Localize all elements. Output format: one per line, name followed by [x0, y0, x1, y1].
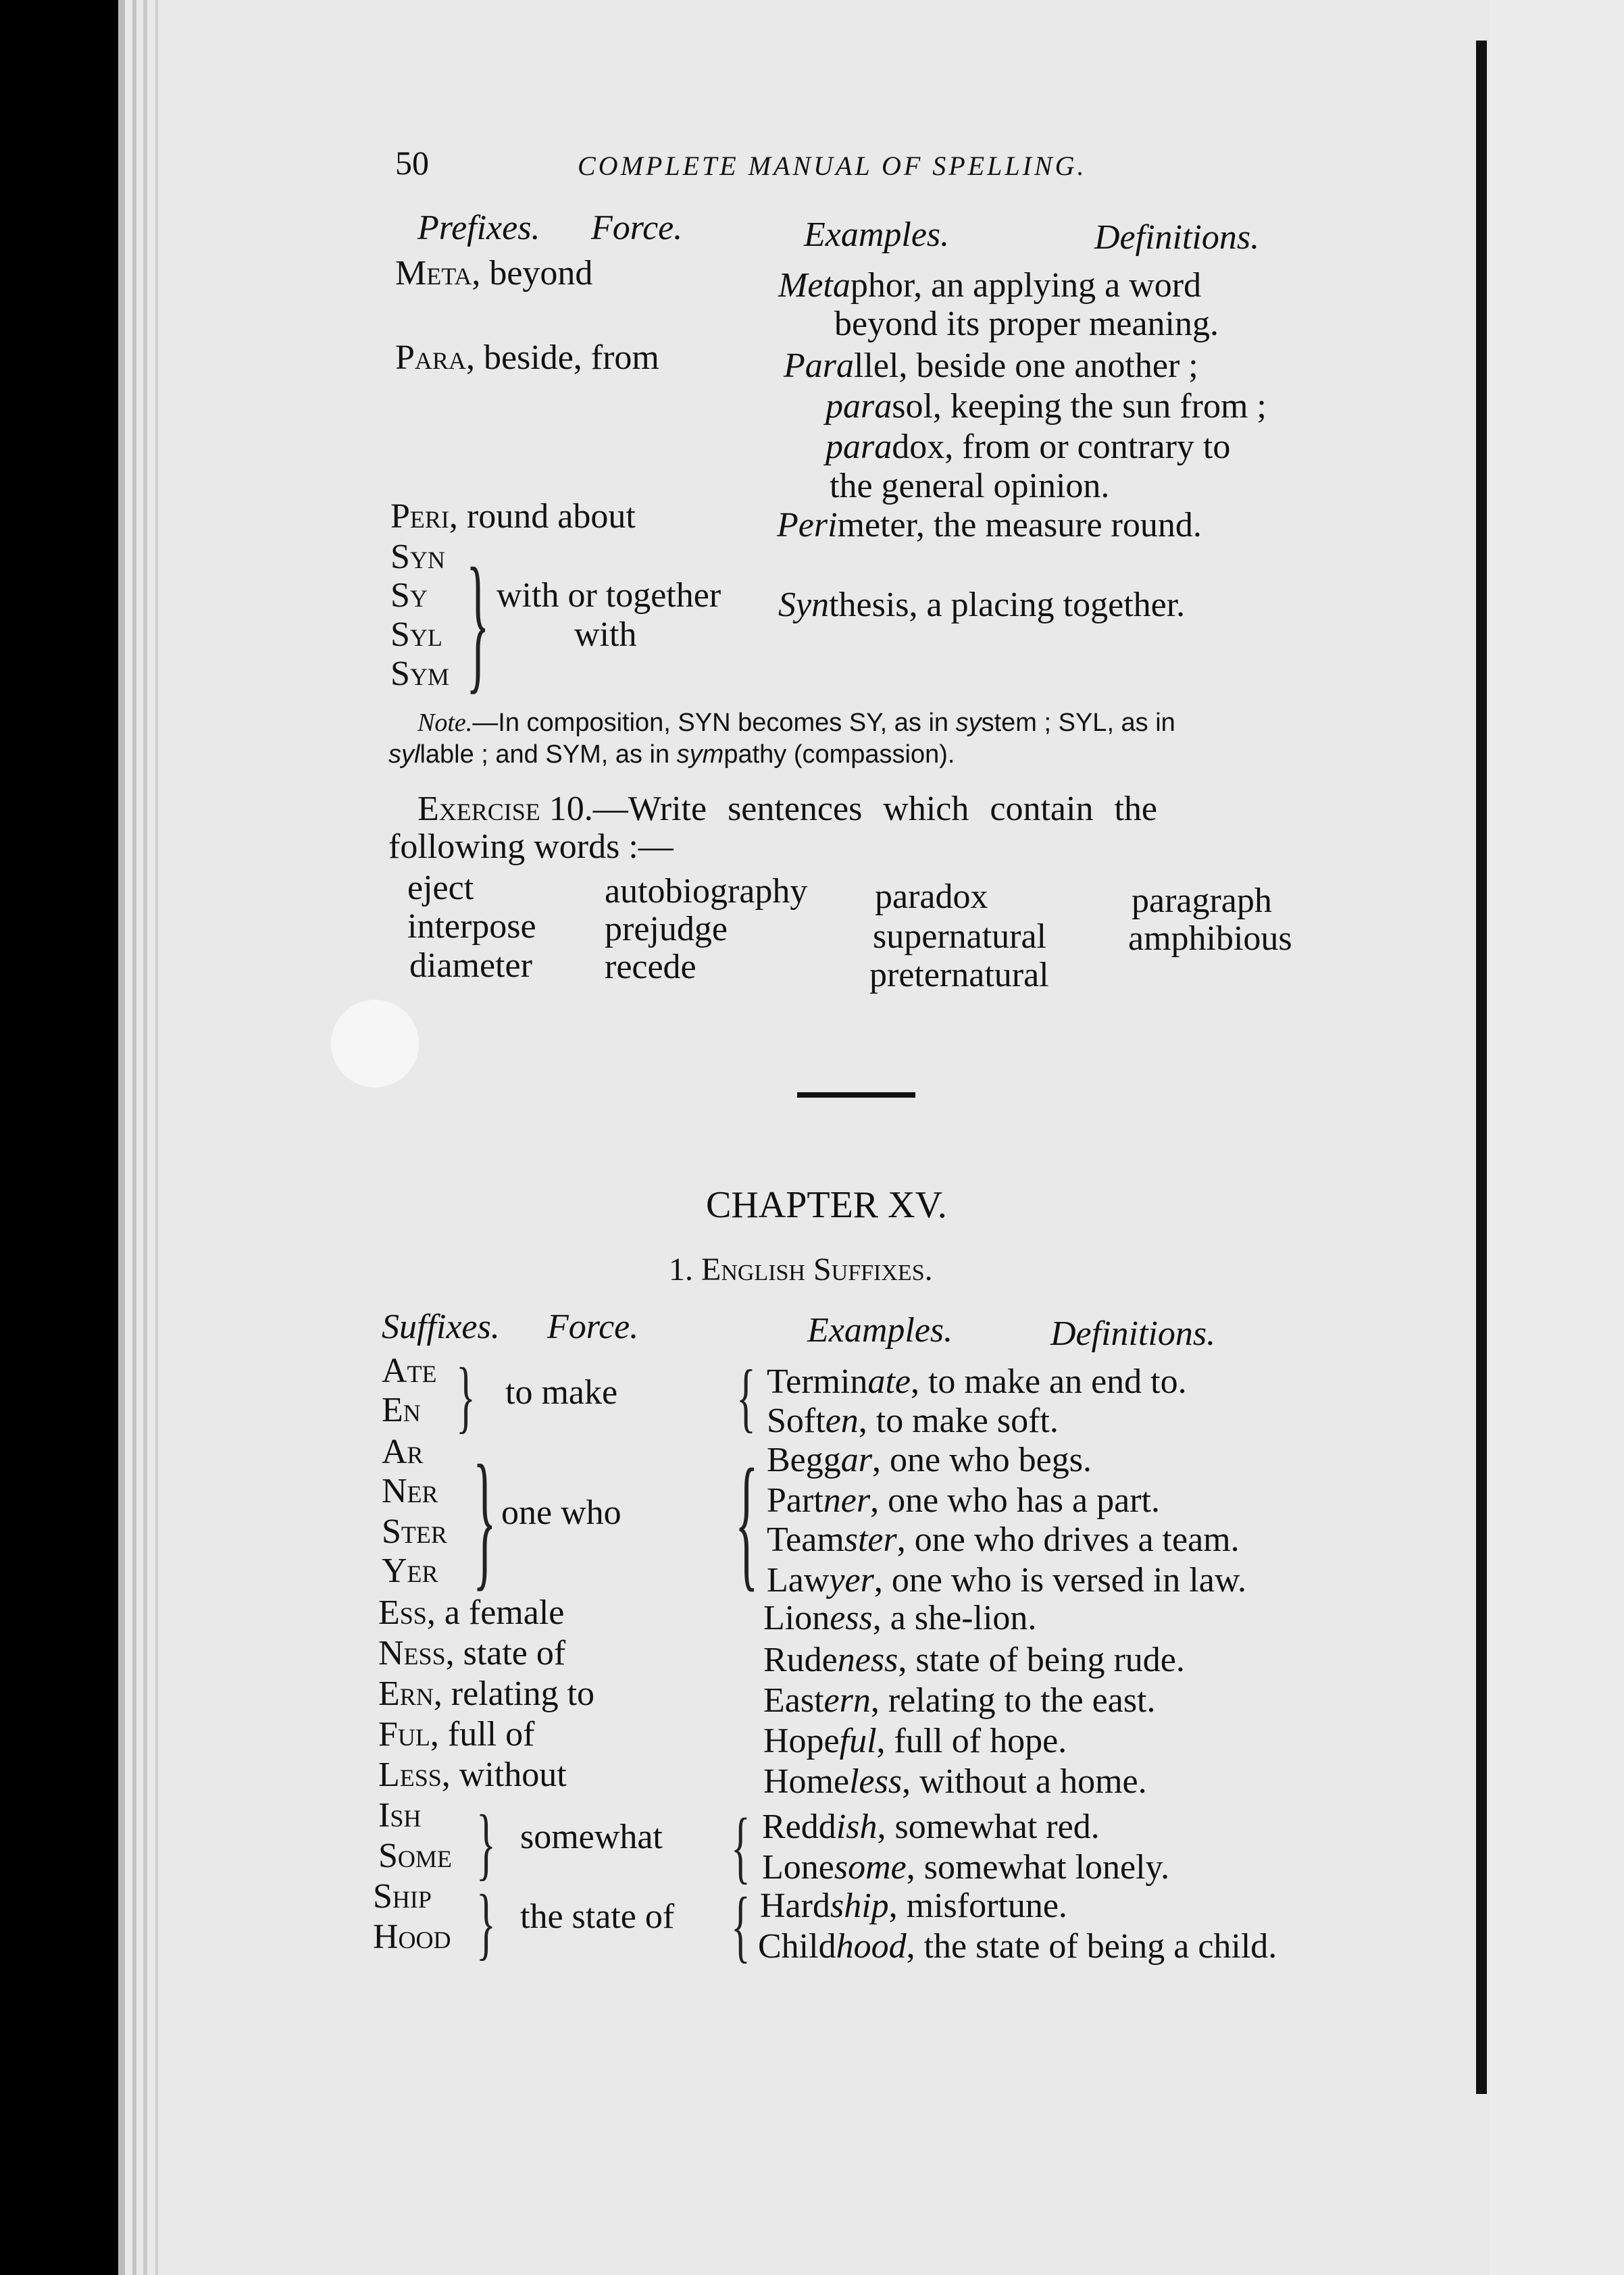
italic-run: sy: [955, 709, 982, 737]
suffix-label: Ern: [378, 1675, 434, 1713]
text-run: , the state of being a child.: [906, 1927, 1277, 1966]
text-run: , full of hope.: [876, 1722, 1067, 1760]
example-line: [762, 1847, 1169, 1887]
italic-run: ar: [840, 1441, 873, 1479]
page-edge: [118, 0, 125, 2275]
example-line: [778, 265, 1201, 305]
suffix-label: Ful: [378, 1715, 430, 1754]
suffix-entry: [378, 1755, 567, 1795]
suffix-label: Some: [378, 1837, 452, 1875]
word-list-item: amphibious: [1128, 919, 1292, 958]
example-line: [758, 1926, 1277, 1966]
prefix-force: , beside, from: [465, 338, 659, 377]
example-line: [826, 427, 1230, 467]
prefix-force: with or together: [497, 576, 721, 615]
text-run: meter, the measure round.: [837, 506, 1202, 544]
word-list-item: paradox: [875, 877, 988, 916]
page-edge: [155, 0, 158, 2275]
example-line: [760, 1886, 1067, 1926]
facing-page: [1490, 0, 1624, 2275]
text-run: Team: [767, 1520, 844, 1559]
text-run: dox, from or contrary to: [892, 428, 1231, 466]
text-run: , to make an end to.: [910, 1362, 1187, 1401]
italic-run: ful: [839, 1722, 877, 1760]
text-run: , state of being rude.: [898, 1641, 1185, 1679]
example-line: [763, 1721, 1067, 1761]
word-list-item: paragraph: [1132, 881, 1272, 920]
italic-run: Syn: [778, 586, 830, 624]
italic-run: para: [826, 387, 892, 426]
word-list-item: supernatural: [873, 917, 1047, 956]
brace: }: [466, 536, 490, 707]
exercise-heading: [417, 789, 1157, 829]
column-header-force: Force.: [547, 1308, 639, 1346]
italic-run: Meta: [778, 266, 851, 305]
suffix-force: , state of: [445, 1634, 566, 1672]
example-line: [778, 585, 1185, 625]
word-list-item: preternatural: [869, 956, 1049, 994]
italic-run: ship: [830, 1887, 889, 1925]
example-line: [767, 1362, 1187, 1402]
exercise-number: 10.: [549, 790, 593, 828]
section-heading: [669, 1251, 933, 1288]
italic-run: sym: [676, 740, 724, 769]
italic-run: Para: [784, 347, 854, 385]
brace: }: [456, 1351, 476, 1441]
suffix-entry: [378, 1593, 564, 1633]
prefix-force: with: [574, 615, 637, 654]
prefix-force: , round about: [449, 497, 636, 536]
example-line: [826, 386, 1267, 426]
brace: }: [476, 1878, 496, 1968]
text-run: , misfortune.: [888, 1887, 1067, 1925]
italic-run: para: [826, 428, 892, 466]
page-edge: [132, 0, 136, 2275]
text-run: phor, an applying a word: [850, 266, 1202, 305]
exercise-instruction: —Write sentences which contain the: [592, 790, 1157, 828]
example-line: [767, 1481, 1160, 1520]
suffix-force: somewhat: [520, 1818, 663, 1856]
column-header-definitions: Definitions.: [1094, 218, 1260, 257]
text-run: , a she-lion.: [872, 1599, 1037, 1637]
suffix-label: Ate: [382, 1352, 437, 1390]
prefix-label: Syl: [390, 615, 442, 654]
word-list-item: autobiography: [605, 872, 808, 911]
prefix-entry: [395, 253, 592, 293]
word-list-item: prejudge: [605, 910, 728, 948]
note-line: [417, 708, 1175, 738]
text-run: East: [763, 1681, 824, 1720]
example-line: [763, 1640, 1185, 1680]
text-run: beyond its proper meaning.: [834, 305, 1219, 343]
page-edge: [143, 0, 147, 2275]
example-line: [763, 1681, 1156, 1720]
italic-run: yer: [829, 1561, 874, 1600]
text-run: , one who begs.: [872, 1441, 1092, 1479]
suffix-label: Ess: [378, 1593, 427, 1632]
column-header-examples: Examples.: [804, 215, 950, 254]
text-run: , somewhat red.: [877, 1808, 1100, 1846]
chapter-title: CHAPTER XV.: [706, 1184, 947, 1226]
italic-run: ate: [867, 1362, 911, 1401]
text-run: , one who has a part.: [870, 1481, 1160, 1520]
prefix-entry: [390, 496, 636, 536]
prefix-label: Para: [395, 338, 466, 377]
section-divider: [797, 1092, 915, 1098]
running-title: COMPLETE MANUAL OF SPELLING.: [578, 151, 1087, 181]
text-run: , relating to the east.: [870, 1681, 1156, 1720]
text-run: , to make soft.: [858, 1402, 1059, 1440]
example-line: [830, 466, 1109, 506]
italic-run: syl: [388, 740, 420, 769]
example-line: [767, 1520, 1240, 1560]
italic-run: some: [834, 1848, 907, 1887]
text-run: pathy (compassion).: [724, 740, 955, 769]
suffix-entry: [378, 1633, 565, 1673]
suffix-force: , without: [441, 1756, 567, 1794]
example-line: [767, 1440, 1092, 1480]
italic-run: ess: [830, 1599, 873, 1637]
brace: {: [735, 1437, 759, 1604]
italic-run: ner: [823, 1481, 871, 1520]
text-run: , one who drives a team.: [896, 1520, 1240, 1559]
brace: {: [731, 1801, 751, 1892]
suffix-force: , full of: [430, 1715, 535, 1754]
word-list-item: diameter: [409, 946, 532, 985]
italic-run: en: [825, 1402, 859, 1440]
word-list-item: eject: [407, 869, 474, 907]
italic-run: ster: [844, 1520, 897, 1559]
suffix-label: Hood: [373, 1918, 451, 1956]
text-run: sol, keeping the sun from ;: [892, 387, 1267, 426]
suffix-label: Ar: [382, 1433, 424, 1471]
example-line: [784, 346, 1198, 386]
suffix-force: , a female: [426, 1593, 565, 1632]
suffix-force: , relating to: [433, 1675, 595, 1713]
text-run: , without a home.: [902, 1762, 1147, 1801]
prefix-label: Syn: [390, 538, 445, 576]
text-run: Hard: [760, 1887, 830, 1925]
text-run: Part: [767, 1481, 823, 1520]
suffix-label: Less: [378, 1756, 442, 1794]
brace: {: [736, 1354, 756, 1440]
text-run: Soft: [767, 1402, 826, 1440]
text-run: thesis, a placing together.: [829, 586, 1186, 624]
example-line: [763, 1598, 1036, 1638]
suffix-label: Ster: [382, 1512, 447, 1551]
word-list-item: recede: [605, 948, 696, 986]
prefix-label: Sy: [390, 576, 428, 615]
text-run: Rude: [763, 1641, 838, 1679]
text-run: Lone: [762, 1848, 834, 1887]
italic-run: less: [849, 1762, 903, 1801]
suffix-entry: [378, 1674, 594, 1714]
text-run: Child: [758, 1927, 836, 1966]
text-run: lable ; and SYM, as in: [420, 740, 677, 769]
column-header-force: Force.: [591, 209, 683, 247]
text-run: Law: [767, 1561, 830, 1600]
text-run: Redd: [762, 1808, 836, 1846]
brace: }: [473, 1433, 497, 1604]
prefix-entry: [395, 338, 659, 378]
section-number: 1.: [669, 1252, 693, 1287]
text-run: llel, beside one another ;: [854, 347, 1198, 385]
suffix-force: to make: [505, 1373, 618, 1412]
word-list-item: interpose: [407, 907, 536, 946]
suffix-label: Ship: [373, 1877, 432, 1916]
suffix-force: the state of: [520, 1897, 675, 1936]
book-gutter: [1476, 41, 1487, 2094]
suffix-label: Ness: [378, 1634, 446, 1672]
example-line: [767, 1560, 1246, 1600]
brace: }: [476, 1798, 496, 1889]
suffix-entry: [378, 1714, 534, 1754]
exercise-instruction: following words :—: [388, 827, 674, 866]
brace: {: [731, 1881, 751, 1971]
suffix-force: one who: [501, 1493, 621, 1532]
italic-run: hood: [836, 1927, 907, 1966]
column-header-examples: Examples.: [807, 1311, 953, 1350]
example-line: [763, 1762, 1147, 1801]
text-run: Termin: [767, 1362, 868, 1401]
paper-blemish: [331, 1000, 419, 1088]
italic-run: ness: [837, 1641, 898, 1679]
column-header-suffixes: Suffixes.: [382, 1308, 500, 1346]
text-run: Home: [763, 1762, 850, 1801]
text-run: stem ; SYL, as in: [981, 709, 1175, 737]
prefix-label: Meta: [395, 254, 472, 292]
suffix-label: Yer: [382, 1552, 438, 1590]
italic-run: Peri: [777, 506, 838, 544]
prefix-force: , beyond: [472, 254, 593, 292]
example-line: [767, 1401, 1059, 1441]
prefix-label: Sym: [390, 655, 449, 693]
exercise-label: Exercise: [417, 790, 540, 828]
note-line: [388, 740, 955, 769]
example-line: [834, 304, 1219, 344]
text-run: , somewhat lonely.: [906, 1848, 1170, 1887]
page-number: 50: [395, 144, 429, 182]
note-text: [472, 709, 1175, 737]
example-line: [777, 505, 1202, 545]
text-run: —In composition, SYN becomes SY, as in: [472, 709, 956, 737]
suffix-label: En: [382, 1391, 421, 1429]
italic-run: ern: [823, 1681, 871, 1720]
text-run: , one who is versed in law.: [873, 1561, 1246, 1600]
text-run: Hope: [763, 1722, 840, 1760]
suffix-label: Ish: [378, 1796, 422, 1835]
note-label: Note.: [417, 709, 473, 737]
text-run: the general opinion.: [830, 467, 1110, 505]
section-title: English Suffixes.: [701, 1252, 933, 1287]
italic-run: ish: [836, 1808, 878, 1846]
column-header-prefixes: Prefixes.: [417, 209, 540, 247]
prefix-label: Peri: [390, 497, 449, 536]
text-run: Begg: [767, 1441, 841, 1479]
column-header-definitions: Definitions.: [1050, 1314, 1216, 1353]
suffix-label: Ner: [382, 1472, 438, 1510]
text-run: Lion: [763, 1599, 830, 1637]
example-line: [762, 1807, 1100, 1847]
